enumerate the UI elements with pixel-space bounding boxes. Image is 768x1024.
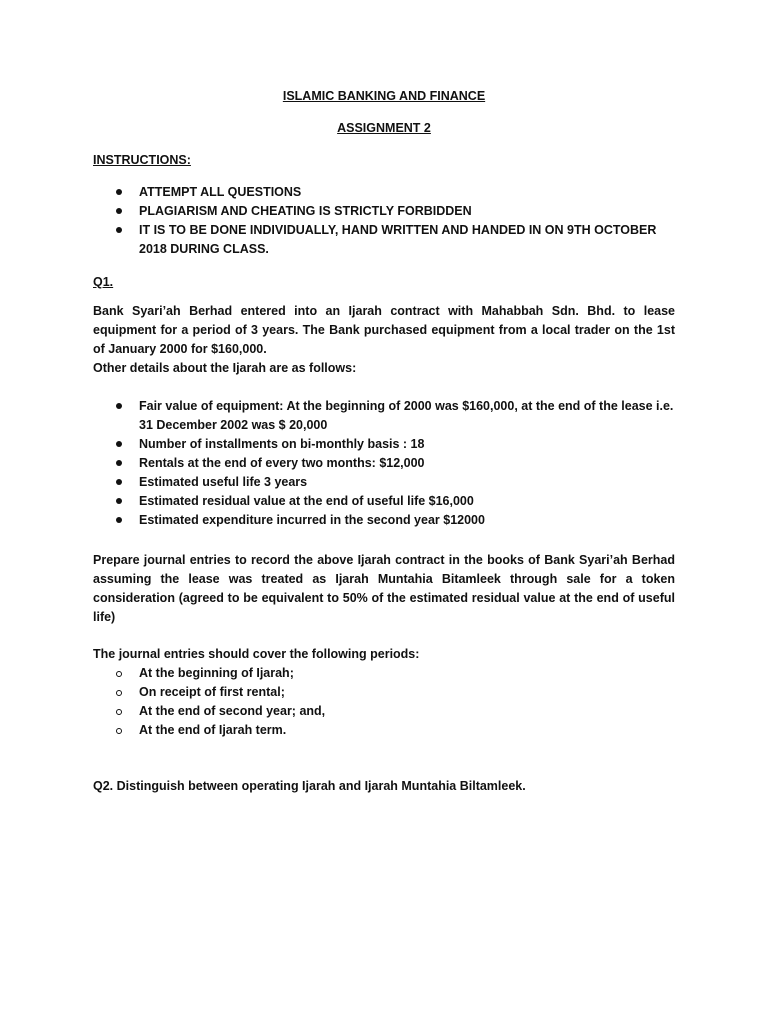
q1-periods-list (93, 664, 675, 740)
detail-item: Estimated residual value at the end of useful life $16,000 (93, 492, 675, 511)
instructions-list (93, 183, 675, 259)
instructions-heading: INSTRUCTIONS: (93, 153, 191, 167)
detail-item: Estimated expenditure incurred in the second year $12000 (93, 511, 675, 530)
detail-item: Number of installments on bi-monthly basis : 18 (93, 435, 675, 454)
q1-details-lead: Other details about the Ijarah are as follows: (93, 361, 357, 375)
instruction-item: IT IS TO BE DONE INDIVIDUALLY, HAND WRITTEN AND HANDED IN ON 9TH OCTOBER 2018 DURING CLASS. (93, 221, 675, 259)
q1-heading: Q1. (93, 275, 114, 289)
q1-periods-lead: The journal entries should cover the following periods: (93, 647, 420, 661)
detail-item: Estimated useful life 3 years (93, 473, 675, 492)
document-title: ISLAMIC BANKING AND FINANCE (282, 89, 486, 103)
q1-intro (93, 302, 675, 378)
period-item: At the end of second year; and, (93, 702, 675, 721)
instruction-item: PLAGIARISM AND CHEATING IS STRICTLY FORBIDDEN (93, 202, 675, 221)
detail-item: Fair value of equipment: At the beginning of 2000 was $160,000, at the end of the lease i.e. 31 December 2002 was $ 20,000 (93, 397, 675, 435)
period-item: At the beginning of Ijarah; (93, 664, 675, 683)
q1-details-list (93, 397, 675, 530)
assignment-subtitle: ASSIGNMENT 2 (337, 121, 431, 135)
period-item: At the end of Ijarah term. (93, 721, 675, 740)
q1-intro-text: Bank Syari’ah Berhad entered into an Ijarah contract with Mahabbah Sdn. Bhd. to lease equipment for a period of 3 years. The Bank purchased equipment from a local trader on the 1st of January 2000 for $160,000. (93, 304, 675, 356)
q2-text: Q2. Distinguish between operating Ijarah and Ijarah Muntahia Biltamleek. (93, 779, 526, 793)
q1-task: Prepare journal entries to record the above Ijarah contract in the books of Bank Syari’ah Berhad assuming the lease was treated as Ijarah Muntahia Bitamleek through sale for a token consideration (agreed to be equivalent to 50% of the estimated residual value at the end of useful life) (93, 553, 675, 624)
instruction-item: ATTEMPT ALL QUESTIONS (93, 183, 675, 202)
detail-item: Rentals at the end of every two months: $12,000 (93, 454, 675, 473)
period-item: On receipt of first rental; (93, 683, 675, 702)
